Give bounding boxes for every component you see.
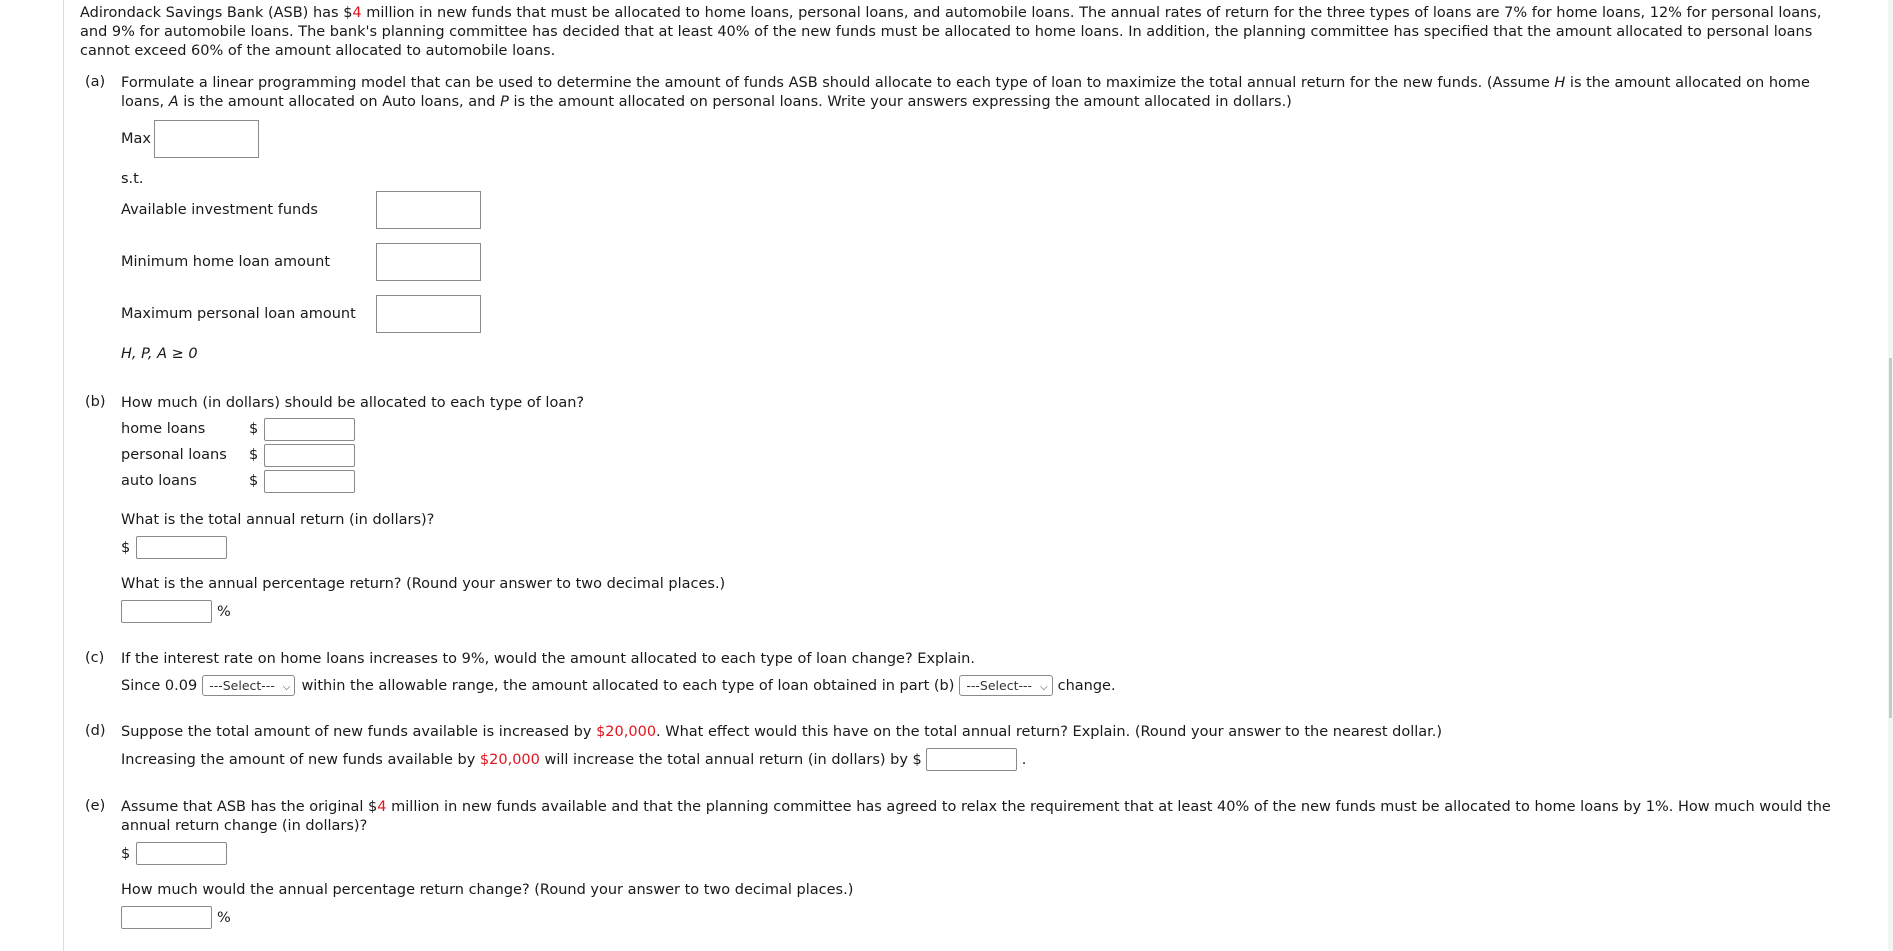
part-d-question: Suppose the total amount of new funds available is increased by $20,000. What effect would this have on the total annual return? Explain. (Round your answer to the nearest dollar.) (121, 724, 1443, 740)
part-b-letter: (b) (85, 394, 106, 410)
part-e-letter: (e) (85, 798, 106, 814)
part-d-answer: Increasing the amount of new funds available by $20,000 will increase the total annual return (in dollars) by $ . (121, 748, 1840, 771)
pct-return-row: % (121, 600, 1840, 623)
pct-change-question: How much would the annual percentage return change? (Round your answer to two decimal places.) (121, 882, 854, 898)
part-e (80, 798, 1840, 929)
part-c-question: If the interest rate on home loans increases to 9%, would the amount allocated to each type of loan change? Explain. (121, 651, 975, 667)
pct-return-question: What is the annual percentage return? (Round your answer to two decimal places.) (121, 576, 726, 592)
max-label: Max (121, 131, 151, 147)
nonnegativity: H, P, A ≥ 0 (121, 346, 198, 362)
constraint-label: Available investment funds (121, 202, 318, 218)
part-c-answer: Since 0.09 ---Select--- ⌵ within the allowable range, the amount allocated to each type of loan obtained in part (b) ---Select--- ⌵ change. (121, 675, 1840, 696)
constraint-label: Minimum home loan amount (121, 254, 331, 270)
pct-return-input[interactable] (121, 600, 212, 623)
funds-constraint-input[interactable] (376, 191, 481, 229)
scrollbar-thumb[interactable] (1889, 358, 1892, 718)
scrollbar[interactable] (1888, 0, 1893, 951)
chevron-down-icon: ⌵ (282, 682, 291, 693)
change-select[interactable]: ---Select--- ⌵ (959, 675, 1052, 696)
loan-row: personal loans $ (121, 442, 1840, 468)
constraint-row-funds (121, 191, 1840, 229)
part-d (80, 723, 1840, 771)
st-label: s.t. (121, 171, 144, 187)
loan-label: home loans (121, 421, 206, 437)
part-c (80, 650, 1840, 696)
left-border (63, 0, 64, 951)
home-loans-input[interactable] (264, 418, 355, 441)
constraint-row-personal (121, 295, 1840, 333)
loan-label: personal loans (121, 447, 227, 463)
part-b (80, 394, 1840, 623)
part-d-letter: (d) (85, 723, 106, 739)
loan-row: home loans $ (121, 416, 1840, 442)
total-return-row: $ (121, 536, 1840, 559)
return-change-row: $ (121, 842, 1840, 865)
return-change-input[interactable] (136, 842, 227, 865)
funds-amount: 4 (352, 5, 362, 21)
range-select[interactable]: ---Select--- ⌵ (202, 675, 295, 696)
auto-loans-input[interactable] (264, 470, 355, 493)
part-a (80, 74, 1840, 364)
part-a-question: Formulate a linear programming model that can be used to determine the amount of funds ASB should allocate to each type of loan to maximize the total annual return for the new funds. (Assume H is the amount allocated on home loans, A is the amount allocated on Auto loans, and P is the amount allocated on personal loans. Write your answers expressing the amount allocated in dollars.) (121, 75, 1810, 110)
chevron-down-icon: ⌵ (1040, 682, 1048, 693)
part-e-question: Assume that ASB has the original $4 million in new funds available and that the planning committee has agreed to relax the requirement that at least 40% of the new funds must be allocated to home loans by 1%. How much would the annual return change (in dollars)? (121, 799, 1831, 834)
home-constraint-input[interactable] (376, 243, 481, 281)
loan-row: auto loans $ (121, 468, 1840, 494)
total-return-input[interactable] (136, 536, 227, 559)
pct-change-input[interactable] (121, 906, 212, 929)
constraint-label: Maximum personal loan amount (121, 306, 356, 322)
part-c-letter: (c) (85, 650, 105, 666)
loan-allocations (121, 416, 1840, 494)
total-return-question: What is the total annual return (in dollars)? (121, 512, 435, 528)
personal-constraint-input[interactable] (376, 295, 481, 333)
return-increase-input[interactable] (926, 748, 1017, 771)
constraint-row-home (121, 243, 1840, 281)
part-a-letter: (a) (85, 74, 106, 90)
objective-row (121, 120, 1840, 158)
question-content (80, 4, 1840, 929)
pct-change-row: % (121, 906, 1840, 929)
problem-statement: Adirondack Savings Bank (ASB) has $4 million in new funds that must be allocated to home loans, personal loans, and automobile loans. The annual rates of return for the three types of loans are 7% for home loans, 12% for personal loans, and 9% for automobile loans. The bank's planning committee has decided that at least 40% of the new funds must be allocated to home loans. In addition, the planning committee has specified that the amount allocated to personal loans cannot exceed 60% of the amount allocated to automobile loans. (80, 5, 1822, 59)
part-b-question: How much (in dollars) should be allocated to each type of loan? (121, 395, 585, 411)
personal-loans-input[interactable] (264, 444, 355, 467)
loan-label: auto loans (121, 473, 197, 489)
objective-input[interactable] (154, 120, 259, 158)
